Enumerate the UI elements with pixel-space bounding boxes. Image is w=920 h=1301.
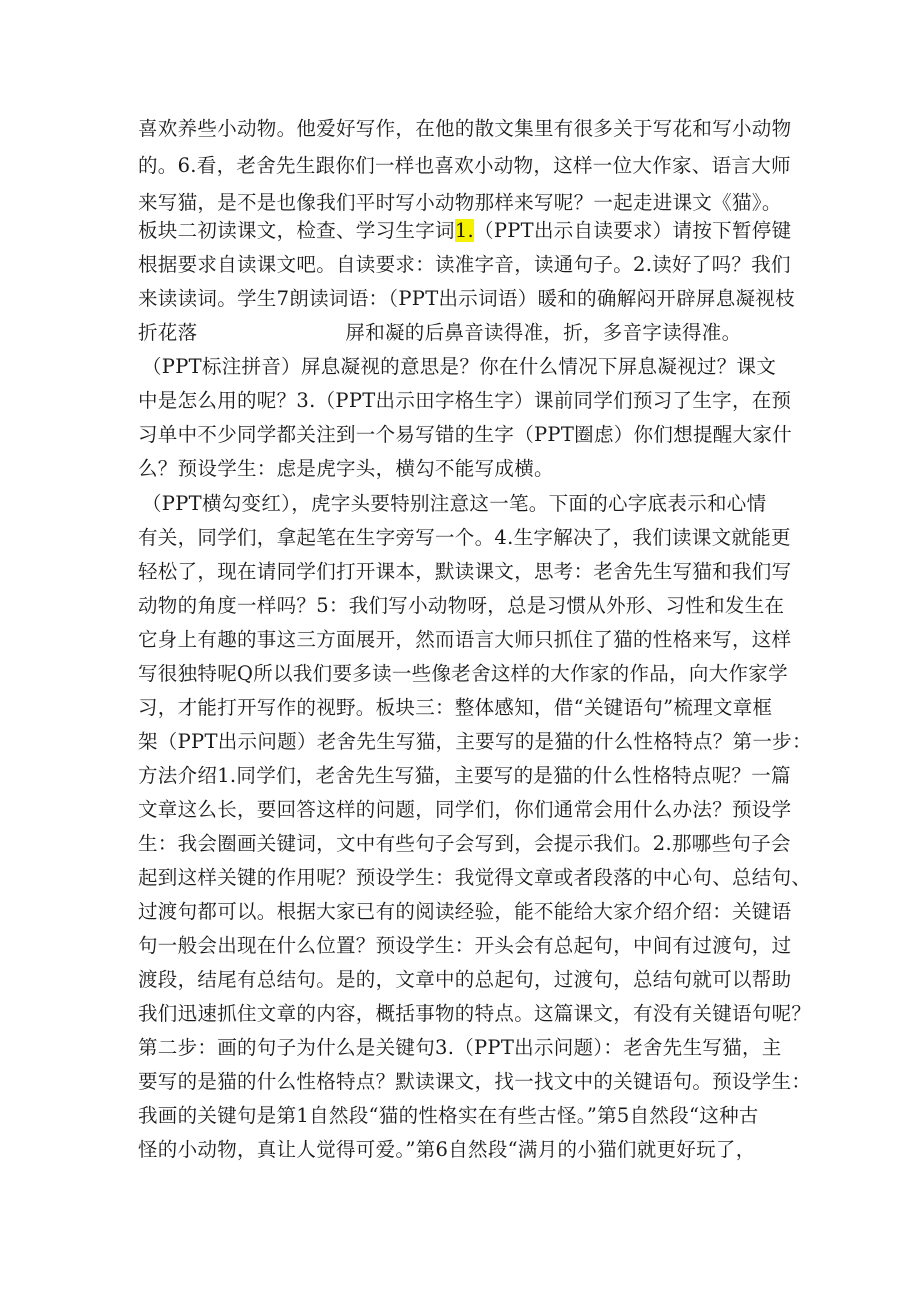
text-line: 我画的关键句是第1自然段“猫的性格实在有些古怪。”第5自然段“这种古: [138, 1104, 759, 1127]
text-line: 要写的是猫的什么性格特点？默读课文，找一找文中的关键语句。预设学生：: [138, 1070, 812, 1093]
text-segment: 屏和凝的后鼻音读得准，折，多音字读得准。: [345, 321, 742, 344]
text-line: 来写猫，是不是也像我们平时写小动物那样来写呢？一起走进课文《猫》。: [138, 191, 782, 214]
text-segment: （PPT出示自读要求）请按下暂停键: [474, 219, 792, 242]
text-line: 渡段，结尾有总结句。是的，文章中的总起句，过渡句，总结句就可以帮助: [138, 968, 792, 991]
text-line: 怪的小动物，真让人觉得可爱。”第6自然段“满月的小猫们就更好玩了，: [138, 1138, 756, 1161]
text-line: 句一般会出现在什么位置？预设学生：开头会有总起句，中间有过渡句，过: [138, 934, 792, 957]
text-line: 起到这样关键的作用呢？预设学生：我觉得文章或者段落的中心句、总结句、: [138, 866, 812, 889]
text-line: 文章这么长，要回答这样的问题，同学们，你们通常会用什么办法？预设学: [138, 798, 792, 821]
text-line: 过渡句都可以。根据大家已有的阅读经验，能不能给大家介绍介绍：关键语: [138, 900, 792, 923]
highlighted-number: 1.: [454, 219, 475, 242]
text-line: 第二步：画的句子为什么是关键句3.（PPT出示问题）：老舍先生写猫，主: [138, 1036, 782, 1059]
text-line: 方法介绍1.同学们，老舍先生写猫，主要写的是猫的什么性格特点呢？一篇: [138, 764, 791, 787]
text-line: 我们迅速抓住文章的内容，概括事物的特点。这篇课文，有没有关键语句呢？: [138, 1002, 812, 1025]
text-line-with-highlight: [138, 214, 791, 248]
text-line: 来读读词。学生7朗读词语：（PPT出示词语）暖和的确解闷开辟屏息凝视枝: [138, 287, 795, 310]
text-segment: 折花落: [138, 321, 198, 344]
text-line: 中是怎么用的呢？3.（PPT出示田字格生字）课前同学们预习了生字，在预: [138, 389, 792, 412]
text-line: （PPT标注拼音）屏息凝视的意思是？你在什么情况下屏息凝视过？课文: [142, 355, 777, 378]
text-segment: 板块二初读课文，检查、学习生字词: [138, 219, 455, 242]
text-line: 的。6.看，老舍先生跟你们一样也喜欢小动物，这样一位大作家、语言大师: [138, 154, 791, 177]
text-line: 生：我会圈画关键词，文中有些句子会写到，会提示我们。2.那哪些句子会: [138, 832, 791, 855]
text-line: 动物的角度一样吗？5：我们写小动物呀，总是习惯从外形、习性和发生在: [138, 594, 785, 617]
text-line: 架（PPT出示问题）老舍先生写猫，主要写的是猫的什么性格特点？第一步：: [138, 730, 812, 753]
text-line: 轻松了，现在请同学们打开课本，默读课文，思考：老舍先生写猫和我们写: [138, 560, 792, 583]
text-line: 根据要求自读课文吧。自读要求：读准字音，读通句子。2.读好了吗？我们: [138, 253, 791, 276]
text-line: 习单中不少同学都关注到一个易写错的生字（PPT圈虑）你们想提醒大家什: [138, 423, 792, 446]
text-line: （PPT横勾变红），虎字头要特别注意这一笔。下面的心字底表示和心情: [142, 492, 767, 515]
text-line: 它身上有趣的事这三方面展开，然而语言大师只抓住了猫的性格来写，这样: [138, 628, 792, 651]
text-line: 写很独特呢Q所以我们要多读一些像老舍这样的大作家的作品，向大作家学: [138, 662, 788, 685]
text-line: 喜欢养些小动物。他爱好写作，在他的散文集里有很多关于写花和写小动物: [138, 117, 792, 140]
text-line: 习，才能打开写作的视野。板块三：整体感知，借“关键语句”梳理文章框: [138, 696, 773, 719]
text-line: 么？预设学生：虑是虎字头，横勾不能写成横。: [138, 457, 554, 480]
text-line-with-gap: [138, 316, 741, 350]
text-line: 有关，同学们，拿起笔在生字旁写一个。4.生字解决了，我们读课文就能更: [138, 526, 791, 549]
